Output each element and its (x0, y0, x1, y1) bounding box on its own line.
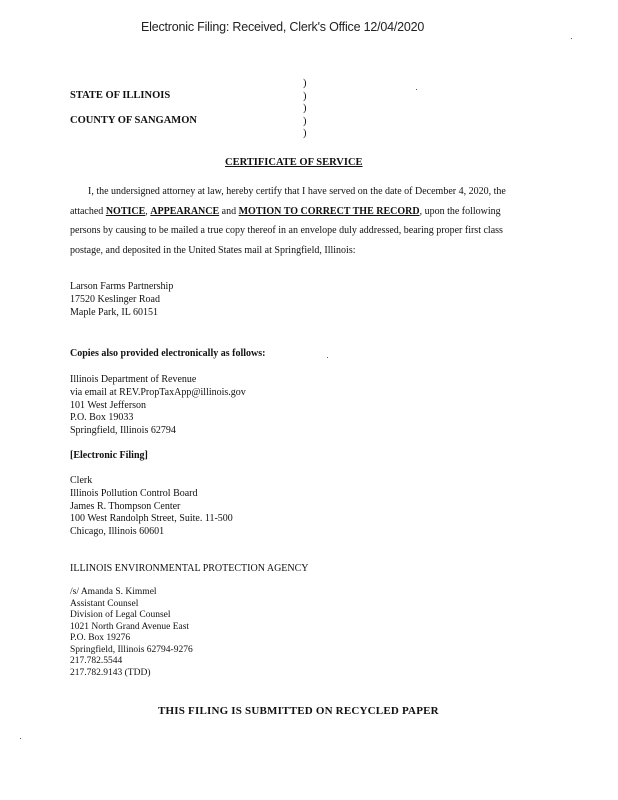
service-paragraph (70, 182, 530, 260)
scan-speck (571, 38, 572, 39)
intro-text: I, the undersigned attorney at law, hereby certify that I have served on the date of December 4, 2020, the attached (70, 186, 506, 217)
address-line: 101 West Jefferson (70, 399, 147, 411)
address-line: James R. Thompson Center (70, 500, 181, 512)
signature-line: Division of Legal Counsel (70, 610, 171, 620)
signature-line: Springfield, Illinois 62794-9276 (70, 644, 193, 655)
doc-notice: NOTICE (105, 205, 146, 217)
scan-speck (20, 738, 21, 739)
bracket-paren: ) (303, 90, 307, 102)
address-line: Springfield, Illinois 62794 (70, 425, 176, 437)
signature-line: 1021 North Grand Avenue East (70, 621, 190, 632)
efiling-stamp: Electronic Filing: Received, Clerk's Office 12/04/2020 (141, 20, 425, 34)
recipient-address (70, 281, 173, 319)
signature-line: P.O. Box 19276 (70, 633, 131, 643)
address-line: Chicago, Illinois 60601 (70, 526, 165, 538)
address-line: P.O. Box 19033 (70, 412, 134, 424)
address-line: Larson Farms Partnership (70, 281, 174, 292)
rest-text: , upon the following persons by causing to be mailed a true copy thereof in an envelope duly addressed, bearing proper first class postage, and deposited in the United States mail at Springfield, Illinois: (70, 205, 503, 256)
signature-block (70, 587, 193, 679)
clerk-address (70, 475, 233, 539)
separator: , (145, 205, 148, 217)
scan-speck (327, 357, 328, 358)
address-line: 100 West Randolph Street, Suite. 11-500 (70, 513, 233, 525)
county-caption: COUNTY OF SANGAMON (70, 115, 197, 126)
caption-bracket (303, 78, 307, 141)
recycled-paper-footer: THIS FILING IS SUBMITTED ON RECYCLED PAPER (158, 705, 439, 717)
state-caption: STATE OF ILLINOIS (70, 90, 171, 101)
address-line: Illinois Pollution Control Board (70, 487, 198, 499)
bracket-paren: ) (303, 128, 307, 139)
bracket-paren: ) (303, 78, 307, 89)
signature-line: Assistant Counsel (70, 598, 139, 609)
doc-appearance: APPEARANCE (150, 205, 220, 217)
address-line: Illinois Department of Revenue (70, 374, 197, 385)
doc-motion: MOTION TO CORRECT THE RECORD (238, 205, 420, 217)
idor-address (70, 374, 246, 438)
address-line: Maple Park, IL 60151 (70, 306, 158, 318)
bracket-paren: ) (303, 115, 307, 127)
electronic-copies-heading: Copies also provided electronically as follows: (70, 348, 266, 359)
signature-line: 217.782.5544 (70, 656, 123, 666)
address-line: 17520 Keslinger Road (70, 293, 160, 305)
bracket-paren: ) (303, 103, 307, 114)
and-text: and (221, 205, 237, 217)
scan-speck (416, 89, 417, 90)
document-title: CERTIFICATE OF SERVICE (225, 157, 363, 168)
address-line: Clerk (70, 475, 93, 486)
signature-line: 217.782.9143 (TDD) (70, 667, 151, 678)
electronic-filing-label: [Electronic Filing] (70, 450, 148, 461)
address-line: via email at REV.PropTaxApp@illinois.gov (70, 386, 246, 398)
signature-line: /s/ Amanda S. Kimmel (70, 587, 157, 597)
agency-name: ILLINOIS ENVIRONMENTAL PROTECTION AGENCY (70, 563, 309, 574)
